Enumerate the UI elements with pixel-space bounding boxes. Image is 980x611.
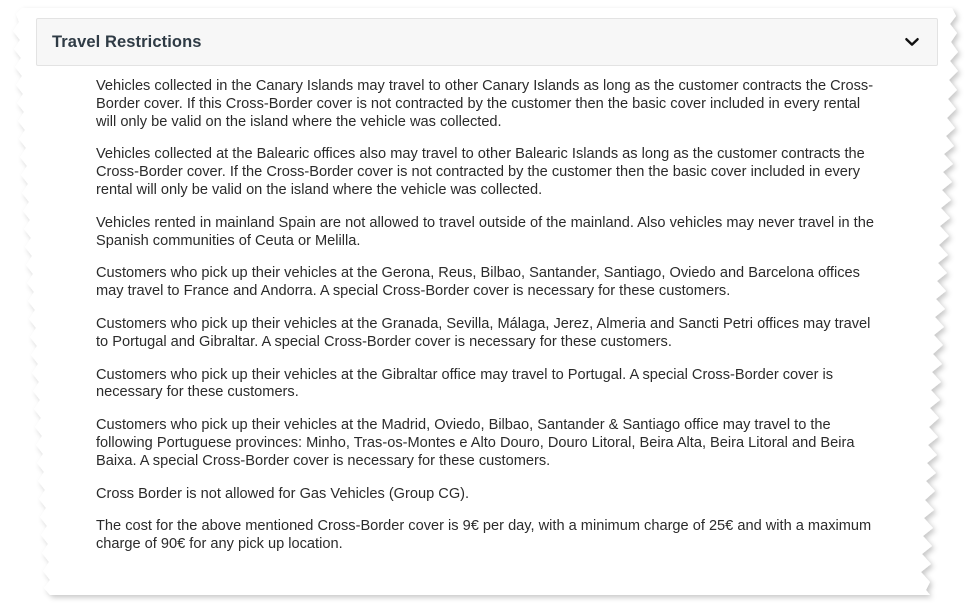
restriction-paragraph: Customers who pick up their vehicles at the Madrid, Oviedo, Bilbao, Santander & Santiago office may travel to the following Portuguese provinces: Minho, Tras-os-Montes e Alto Douro, Douro Litoral, Beira Alta, Beira Litoral and Beira Baixa. A special Cross-Border cover is necessary for these customers. [96,417,855,469]
panel-body [36,66,938,564]
restriction-paragraph: Customers who pick up their vehicles at the Granada, Sevilla, Málaga, Jerez, Almeria and Sancti Petri offices may travel to Portugal and Gibraltar. A special Cross-Border cover is necessary for these customers. [96,315,871,350]
page-title: Travel Restrictions [52,32,202,51]
restriction-paragraph: Vehicles collected in the Canary Islands may travel to other Canary Islands as long as the customer contracts the Cross-Border cover. If this Cross-Border cover is not contracted by the customer then the basic cover included in every rental will only be valid on the island where the vehicle was collected. [96,78,874,130]
restriction-paragraph: Customers who pick up their vehicles at the Gerona, Reus, Bilbao, Santander, Santiago, Oviedo and Barcelona offices may travel to France and Andorra. A special Cross-Border cover is necessary for these customers. [96,265,860,300]
restriction-paragraph: Vehicles rented in mainland Spain are not allowed to travel outside of the mainland. Also vehicles may never travel in the Spanish communities of Ceuta or Melilla. [96,214,874,249]
restriction-paragraph: Customers who pick up their vehicles at the Gibraltar office may travel to Portugal. A special Cross-Border cover is necessary for these customers. [96,366,834,401]
panel-header-toggle[interactable] [36,18,938,66]
chevron-down-icon[interactable] [901,31,923,53]
restriction-paragraph: Cross Border is not allowed for Gas Vehicles (Group CG). [96,485,470,502]
travel-restrictions-panel [36,18,938,564]
restriction-paragraph: Vehicles collected at the Balearic offices also may travel to other Balearic Islands as long as the customer contracts the Cross-Border cover. If the Cross-Border cover is not contracted by the customer then the basic cover included in every rental will only be valid on the island where the vehicle was collected. [96,146,865,198]
restriction-paragraph: The cost for the above mentioned Cross-Border cover is 9€ per day, with a minimum charge of 25€ and with a maximum charge of 90€ for any pick up location. [96,518,872,553]
